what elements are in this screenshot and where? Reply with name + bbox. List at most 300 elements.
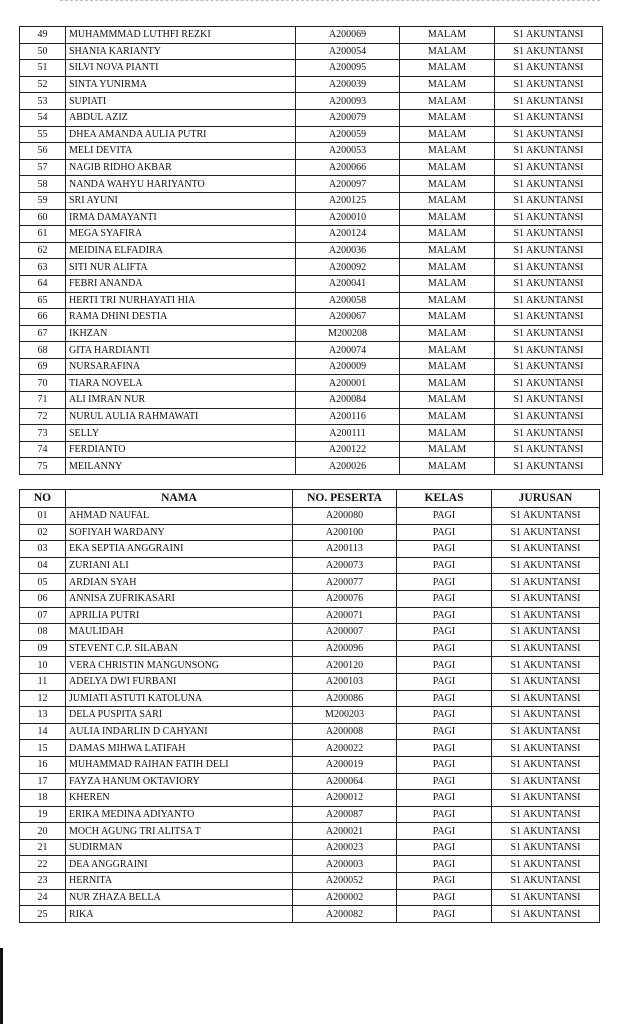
cell-kelas: PAGI <box>397 574 492 591</box>
cell-jurusan: S1 AKUNTANSI <box>495 143 603 160</box>
cell-jurusan: S1 AKUNTANSI <box>492 524 600 541</box>
cell-no-peserta: A200001 <box>296 375 400 392</box>
cell-no: 68 <box>20 342 66 359</box>
table-row <box>20 657 600 674</box>
cell-nama: ABDUL AZIZ <box>66 109 296 126</box>
cell-jurusan: S1 AKUNTANSI <box>492 773 600 790</box>
cell-no-peserta: A200120 <box>293 657 397 674</box>
cell-jurusan: S1 AKUNTANSI <box>492 508 600 525</box>
table-row <box>20 541 600 558</box>
cell-no: 60 <box>20 209 66 226</box>
cell-nama: JUMIATI ASTUTI KATOLUNA <box>66 690 293 707</box>
cell-kelas: PAGI <box>397 806 492 823</box>
table-row <box>20 425 603 442</box>
cell-no: 59 <box>20 192 66 209</box>
cell-no: 61 <box>20 226 66 243</box>
cell-no: 17 <box>20 773 66 790</box>
cell-jurusan: S1 AKUNTANSI <box>495 76 603 93</box>
cell-no-peserta: A200079 <box>296 109 400 126</box>
cell-kelas: PAGI <box>397 889 492 906</box>
cell-kelas: PAGI <box>397 607 492 624</box>
cell-nama: EKA SEPTIA ANGGRAINI <box>66 541 293 558</box>
table-row <box>20 325 603 342</box>
cell-no-peserta: A200086 <box>293 690 397 707</box>
header-jurusan: JURUSAN <box>492 490 600 508</box>
cell-no-peserta: A200007 <box>293 624 397 641</box>
cell-jurusan: S1 AKUNTANSI <box>492 823 600 840</box>
cell-jurusan: S1 AKUNTANSI <box>492 806 600 823</box>
cell-kelas: PAGI <box>397 657 492 674</box>
table-row <box>20 773 600 790</box>
table-row <box>20 226 603 243</box>
table-row <box>20 790 600 807</box>
cell-no-peserta: A200095 <box>296 60 400 77</box>
cell-nama: DEA ANGGRAINI <box>66 856 293 873</box>
cell-no-peserta: A200076 <box>293 590 397 607</box>
cell-jurusan: S1 AKUNTANSI <box>492 541 600 558</box>
cell-no: 67 <box>20 325 66 342</box>
cell-no-peserta: A200113 <box>293 541 397 558</box>
cell-no-peserta: A200087 <box>293 806 397 823</box>
cell-nama: SUPIATI <box>66 93 296 110</box>
cell-no-peserta: A200074 <box>296 342 400 359</box>
cell-no: 74 <box>20 441 66 458</box>
cell-jurusan: S1 AKUNTANSI <box>492 889 600 906</box>
cell-nama: MEGA SYAFIRA <box>66 226 296 243</box>
page-top-rule <box>60 0 600 1</box>
cell-no: 10 <box>20 657 66 674</box>
cell-kelas: MALAM <box>400 242 495 259</box>
cell-no-peserta: A200052 <box>293 873 397 890</box>
table-row <box>20 756 600 773</box>
cell-no-peserta: A200125 <box>296 192 400 209</box>
table-row <box>20 508 600 525</box>
cell-nama: VERA CHRISTIN MANGUNSONG <box>66 657 293 674</box>
table-row <box>20 109 603 126</box>
cell-jurusan: S1 AKUNTANSI <box>495 292 603 309</box>
cell-no: 58 <box>20 176 66 193</box>
cell-no: 50 <box>20 43 66 60</box>
cell-no-peserta: A200071 <box>293 607 397 624</box>
cell-jurusan: S1 AKUNTANSI <box>495 325 603 342</box>
cell-no: 01 <box>20 508 66 525</box>
cell-kelas: MALAM <box>400 159 495 176</box>
table-row <box>20 392 603 409</box>
cell-no: 06 <box>20 590 66 607</box>
cell-no-peserta: A200003 <box>293 856 397 873</box>
cell-no: 08 <box>20 624 66 641</box>
cell-kelas: PAGI <box>397 756 492 773</box>
cell-no: 53 <box>20 93 66 110</box>
cell-no-peserta: A200022 <box>293 740 397 757</box>
cell-no: 14 <box>20 723 66 740</box>
cell-no-peserta: A200019 <box>293 756 397 773</box>
cell-kelas: MALAM <box>400 375 495 392</box>
table-row <box>20 458 603 475</box>
cell-no-peserta: A200066 <box>296 159 400 176</box>
cell-no: 22 <box>20 856 66 873</box>
cell-nama: NANDA WAHYU HARIYANTO <box>66 176 296 193</box>
cell-kelas: MALAM <box>400 60 495 77</box>
table-row <box>20 856 600 873</box>
cell-no-peserta: A200096 <box>293 640 397 657</box>
cell-no: 03 <box>20 541 66 558</box>
table-row <box>20 873 600 890</box>
header-kelas: KELAS <box>397 490 492 508</box>
cell-no: 25 <box>20 906 66 923</box>
cell-nama: MUHAMMMAD LUTHFI REZKI <box>66 27 296 44</box>
cell-no: 66 <box>20 309 66 326</box>
table-row <box>20 806 600 823</box>
cell-jurusan: S1 AKUNTANSI <box>492 657 600 674</box>
cell-no: 21 <box>20 839 66 856</box>
cell-no: 63 <box>20 259 66 276</box>
cell-no-peserta: A200073 <box>293 557 397 574</box>
cell-jurusan: S1 AKUNTANSI <box>495 259 603 276</box>
cell-jurusan: S1 AKUNTANSI <box>495 60 603 77</box>
cell-nama: MELI DEVITA <box>66 143 296 160</box>
cell-kelas: MALAM <box>400 76 495 93</box>
cell-kelas: MALAM <box>400 226 495 243</box>
cell-jurusan: S1 AKUNTANSI <box>492 574 600 591</box>
table-row <box>20 60 603 77</box>
cell-jurusan: S1 AKUNTANSI <box>495 242 603 259</box>
cell-kelas: MALAM <box>400 259 495 276</box>
cell-nama: IKHZAN <box>66 325 296 342</box>
cell-nama: SUDIRMAN <box>66 839 293 856</box>
cell-nama: MOCH AGUNG TRI ALITSA T <box>66 823 293 840</box>
cell-nama: ALI IMRAN NUR <box>66 392 296 409</box>
cell-no-peserta: A200100 <box>293 524 397 541</box>
cell-jurusan: S1 AKUNTANSI <box>492 740 600 757</box>
cell-no: 15 <box>20 740 66 757</box>
cell-no: 05 <box>20 574 66 591</box>
table-row <box>20 590 600 607</box>
cell-no: 54 <box>20 109 66 126</box>
cell-no: 23 <box>20 873 66 890</box>
table-row <box>20 342 603 359</box>
cell-kelas: MALAM <box>400 176 495 193</box>
cell-jurusan: S1 AKUNTANSI <box>492 707 600 724</box>
cell-kelas: MALAM <box>400 43 495 60</box>
table-row <box>20 839 600 856</box>
cell-no-peserta: A200092 <box>296 259 400 276</box>
table-row <box>20 126 603 143</box>
cell-nama: NURUL AULIA RAHMAWATI <box>66 408 296 425</box>
cell-jurusan: S1 AKUNTANSI <box>495 392 603 409</box>
cell-jurusan: S1 AKUNTANSI <box>495 375 603 392</box>
cell-jurusan: S1 AKUNTANSI <box>495 192 603 209</box>
cell-nama: AHMAD NAUFAL <box>66 508 293 525</box>
cell-nama: DAMAS MIHWA LATIFAH <box>66 740 293 757</box>
scan-edge-mark <box>0 948 3 1024</box>
cell-nama: APRILIA PUTRI <box>66 607 293 624</box>
cell-no-peserta: M200203 <box>293 707 397 724</box>
cell-jurusan: S1 AKUNTANSI <box>495 458 603 475</box>
table-row <box>20 27 603 44</box>
cell-kelas: PAGI <box>397 740 492 757</box>
cell-no-peserta: A200064 <box>293 773 397 790</box>
cell-no-peserta: A200059 <box>296 126 400 143</box>
cell-nama: ERIKA MEDINA ADIYANTO <box>66 806 293 823</box>
table-row <box>20 673 600 690</box>
cell-nama: MUHAMMAD RAIHAN FATIH DELI <box>66 756 293 773</box>
cell-no: 72 <box>20 408 66 425</box>
cell-nama: MEILANNY <box>66 458 296 475</box>
cell-kelas: MALAM <box>400 143 495 160</box>
participant-table-pagi <box>19 489 600 923</box>
cell-no: 73 <box>20 425 66 442</box>
cell-nama: SELLY <box>66 425 296 442</box>
cell-kelas: PAGI <box>397 723 492 740</box>
cell-kelas: MALAM <box>400 292 495 309</box>
cell-no: 12 <box>20 690 66 707</box>
table-row <box>20 309 603 326</box>
table-row <box>20 192 603 209</box>
cell-kelas: MALAM <box>400 309 495 326</box>
cell-no-peserta: A200080 <box>293 508 397 525</box>
cell-no: 69 <box>20 358 66 375</box>
cell-jurusan: S1 AKUNTANSI <box>495 93 603 110</box>
table-row <box>20 557 600 574</box>
cell-no: 62 <box>20 242 66 259</box>
cell-jurusan: S1 AKUNTANSI <box>492 624 600 641</box>
cell-nama: STEVENT C.P. SILABAN <box>66 640 293 657</box>
cell-nama: NURSARAFINA <box>66 358 296 375</box>
cell-nama: RAMA DHINI DESTIA <box>66 309 296 326</box>
cell-nama: SRI AYUNI <box>66 192 296 209</box>
cell-kelas: MALAM <box>400 109 495 126</box>
cell-no-peserta: A200021 <box>293 823 397 840</box>
cell-no: 75 <box>20 458 66 475</box>
cell-jurusan: S1 AKUNTANSI <box>495 43 603 60</box>
cell-nama: HERNITA <box>66 873 293 890</box>
cell-nama: GITA HARDIANTI <box>66 342 296 359</box>
table-row <box>20 740 600 757</box>
table-row <box>20 375 603 392</box>
cell-no: 24 <box>20 889 66 906</box>
cell-no-peserta: A200084 <box>296 392 400 409</box>
cell-jurusan: S1 AKUNTANSI <box>492 607 600 624</box>
cell-nama: DHEA AMANDA AULIA PUTRI <box>66 126 296 143</box>
cell-kelas: PAGI <box>397 873 492 890</box>
cell-jurusan: S1 AKUNTANSI <box>492 690 600 707</box>
table-row <box>20 292 603 309</box>
table-row <box>20 524 600 541</box>
table-row <box>20 823 600 840</box>
cell-nama: ZURIANI ALI <box>66 557 293 574</box>
table-row <box>20 640 600 657</box>
cell-nama: FERDIANTO <box>66 441 296 458</box>
cell-nama: IRMA DAMAYANTI <box>66 209 296 226</box>
participant-table-pagi-body <box>20 508 600 923</box>
cell-nama: TIARA NOVELA <box>66 375 296 392</box>
cell-no: 52 <box>20 76 66 93</box>
cell-nama: SILVI NOVA PIANTI <box>66 60 296 77</box>
header-nama: NAMA <box>66 490 293 508</box>
cell-jurusan: S1 AKUNTANSI <box>495 358 603 375</box>
cell-jurusan: S1 AKUNTANSI <box>495 425 603 442</box>
cell-no: 70 <box>20 375 66 392</box>
cell-no-peserta: A200111 <box>296 425 400 442</box>
cell-jurusan: S1 AKUNTANSI <box>495 342 603 359</box>
cell-jurusan: S1 AKUNTANSI <box>492 557 600 574</box>
table-row <box>20 143 603 160</box>
table-row <box>20 176 603 193</box>
cell-kelas: PAGI <box>397 624 492 641</box>
table-row <box>20 43 603 60</box>
cell-jurusan: S1 AKUNTANSI <box>495 159 603 176</box>
cell-no-peserta: A200097 <box>296 176 400 193</box>
cell-jurusan: S1 AKUNTANSI <box>495 209 603 226</box>
cell-nama: SOFIYAH WARDANY <box>66 524 293 541</box>
cell-jurusan: S1 AKUNTANSI <box>495 441 603 458</box>
cell-no: 18 <box>20 790 66 807</box>
cell-nama: DELA PUSPITA SARI <box>66 707 293 724</box>
cell-jurusan: S1 AKUNTANSI <box>495 275 603 292</box>
cell-kelas: PAGI <box>397 707 492 724</box>
cell-no: 49 <box>20 27 66 44</box>
cell-no: 13 <box>20 707 66 724</box>
table-row <box>20 889 600 906</box>
cell-kelas: MALAM <box>400 192 495 209</box>
cell-kelas: PAGI <box>397 541 492 558</box>
cell-no-peserta: M200208 <box>296 325 400 342</box>
cell-no-peserta: A200002 <box>293 889 397 906</box>
table-row <box>20 159 603 176</box>
cell-no: 51 <box>20 60 66 77</box>
table-row <box>20 259 603 276</box>
table-row <box>20 408 603 425</box>
table-row <box>20 707 600 724</box>
cell-no: 56 <box>20 143 66 160</box>
cell-jurusan: S1 AKUNTANSI <box>492 790 600 807</box>
cell-no: 07 <box>20 607 66 624</box>
cell-kelas: PAGI <box>397 906 492 923</box>
cell-jurusan: S1 AKUNTANSI <box>495 226 603 243</box>
cell-no-peserta: A200069 <box>296 27 400 44</box>
cell-no-peserta: A200053 <box>296 143 400 160</box>
cell-no-peserta: A200077 <box>293 574 397 591</box>
cell-no-peserta: A200008 <box>293 723 397 740</box>
table-row <box>20 441 603 458</box>
cell-nama: SHANIA KARIANTY <box>66 43 296 60</box>
cell-no: 64 <box>20 275 66 292</box>
cell-nama: ARDIAN SYAH <box>66 574 293 591</box>
cell-kelas: MALAM <box>400 392 495 409</box>
cell-no: 19 <box>20 806 66 823</box>
cell-no-peserta: A200023 <box>293 839 397 856</box>
cell-kelas: PAGI <box>397 823 492 840</box>
cell-no-peserta: A200067 <box>296 309 400 326</box>
cell-no-peserta: A200026 <box>296 458 400 475</box>
cell-jurusan: S1 AKUNTANSI <box>492 590 600 607</box>
cell-kelas: PAGI <box>397 790 492 807</box>
cell-nama: ANNISA ZUFRIKASARI <box>66 590 293 607</box>
cell-kelas: MALAM <box>400 275 495 292</box>
header-no-peserta: NO. PESERTA <box>293 490 397 508</box>
table-row <box>20 209 603 226</box>
table-row <box>20 574 600 591</box>
table-row <box>20 690 600 707</box>
cell-jurusan: S1 AKUNTANSI <box>495 27 603 44</box>
cell-no-peserta: A200103 <box>293 673 397 690</box>
cell-kelas: MALAM <box>400 425 495 442</box>
cell-kelas: PAGI <box>397 557 492 574</box>
table-row <box>20 76 603 93</box>
cell-jurusan: S1 AKUNTANSI <box>492 856 600 873</box>
cell-jurusan: S1 AKUNTANSI <box>495 176 603 193</box>
cell-kelas: PAGI <box>397 590 492 607</box>
cell-jurusan: S1 AKUNTANSI <box>492 756 600 773</box>
table-row <box>20 624 600 641</box>
cell-no-peserta: A200012 <box>293 790 397 807</box>
cell-no-peserta: A200082 <box>293 906 397 923</box>
cell-jurusan: S1 AKUNTANSI <box>492 723 600 740</box>
cell-no: 11 <box>20 673 66 690</box>
table-row <box>20 275 603 292</box>
cell-nama: MEIDINA ELFADIRA <box>66 242 296 259</box>
cell-kelas: MALAM <box>400 27 495 44</box>
cell-kelas: PAGI <box>397 856 492 873</box>
cell-nama: HERTI TRI NURHAYATI HIA <box>66 292 296 309</box>
cell-kelas: MALAM <box>400 93 495 110</box>
cell-jurusan: S1 AKUNTANSI <box>492 906 600 923</box>
cell-no-peserta: A200009 <box>296 358 400 375</box>
table-row <box>20 358 603 375</box>
cell-kelas: MALAM <box>400 458 495 475</box>
participant-table-malam-body <box>20 27 603 475</box>
cell-nama: AULIA INDARLIN D CAHYANI <box>66 723 293 740</box>
cell-kelas: PAGI <box>397 640 492 657</box>
cell-kelas: PAGI <box>397 839 492 856</box>
cell-jurusan: S1 AKUNTANSI <box>492 873 600 890</box>
cell-no-peserta: A200041 <box>296 275 400 292</box>
cell-jurusan: S1 AKUNTANSI <box>495 309 603 326</box>
cell-nama: KHEREN <box>66 790 293 807</box>
cell-kelas: MALAM <box>400 408 495 425</box>
cell-nama: NUR ZHAZA BELLA <box>66 889 293 906</box>
table-row <box>20 242 603 259</box>
cell-no: 20 <box>20 823 66 840</box>
cell-kelas: MALAM <box>400 441 495 458</box>
cell-nama: NAGIB RIDHO AKBAR <box>66 159 296 176</box>
cell-kelas: PAGI <box>397 673 492 690</box>
cell-kelas: MALAM <box>400 209 495 226</box>
cell-jurusan: S1 AKUNTANSI <box>492 673 600 690</box>
cell-no-peserta: A200058 <box>296 292 400 309</box>
table-row <box>20 906 600 923</box>
table-header <box>20 490 600 508</box>
cell-no: 57 <box>20 159 66 176</box>
cell-nama: MAULIDAH <box>66 624 293 641</box>
cell-nama: FAYZA HANUM OKTAVIORY <box>66 773 293 790</box>
cell-jurusan: S1 AKUNTANSI <box>495 408 603 425</box>
cell-kelas: PAGI <box>397 773 492 790</box>
cell-kelas: MALAM <box>400 325 495 342</box>
cell-no-peserta: A200036 <box>296 242 400 259</box>
cell-kelas: PAGI <box>397 690 492 707</box>
cell-jurusan: S1 AKUNTANSI <box>492 839 600 856</box>
cell-no: 71 <box>20 392 66 409</box>
cell-no: 65 <box>20 292 66 309</box>
cell-kelas: PAGI <box>397 524 492 541</box>
cell-no-peserta: A200122 <box>296 441 400 458</box>
cell-no-peserta: A200116 <box>296 408 400 425</box>
cell-no-peserta: A200124 <box>296 226 400 243</box>
cell-no-peserta: A200054 <box>296 43 400 60</box>
cell-kelas: MALAM <box>400 126 495 143</box>
